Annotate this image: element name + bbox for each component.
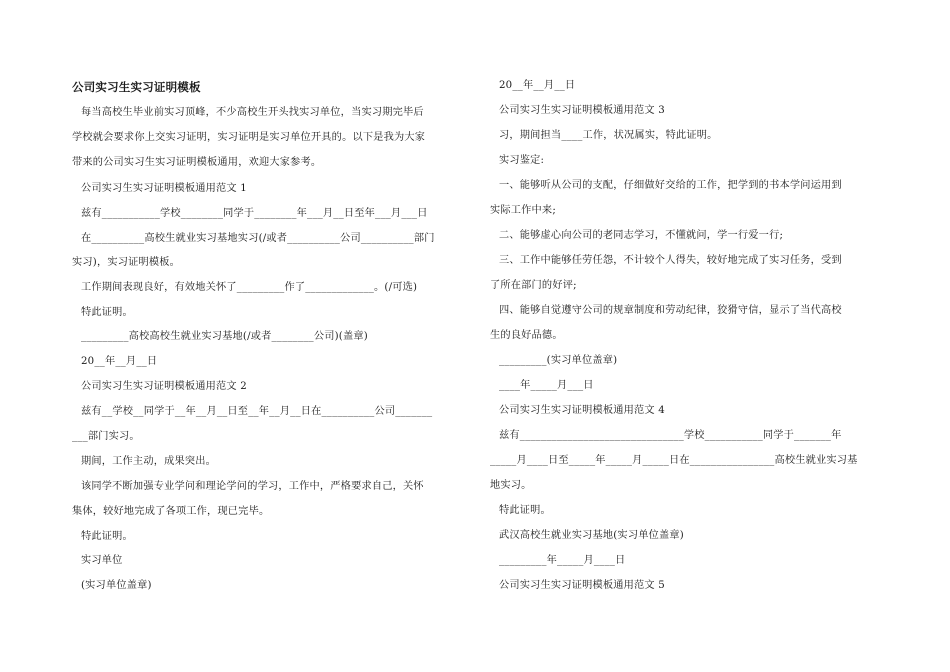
paragraph-line: 四、能够自觉遵守公司的规章制度和劳动纪律，狡猾守信，显示了当代高校	[499, 305, 842, 316]
date-line: 20__年__月__日	[499, 80, 576, 91]
paragraph-line: 实习鉴定:	[499, 155, 545, 166]
paragraph-line: 在__________高校生就业实习基地实习(/或者__________公司__________部门	[81, 233, 435, 244]
signature-line: _________(实习单位盖章)	[499, 355, 618, 366]
paragraph-line: 学校就会要求你上交实习证明，实习证明是实习单位开具的。以下是我为大家	[72, 132, 426, 143]
section-heading: 公司实习生实习证明模板通用范文 1	[81, 183, 247, 194]
signature-line: 武汉高校生就业实习基地(实习单位盖章)	[499, 530, 684, 541]
paragraph-line: 特此证明。	[81, 531, 133, 542]
paragraph-line: 特此证明。	[499, 505, 551, 516]
paragraph-line: 兹有__学校__同学于__年__月__日至__年__月__日在__________公司_______	[81, 406, 433, 417]
date-line: 20__年__月__日	[81, 356, 158, 367]
paragraph-line: 每当高校生毕业前实习顶峰，不少高校生开头找实习单位，当实习期完毕后	[81, 107, 424, 118]
section-heading: 公司实习生实习证明模板通用范文 5	[499, 580, 665, 591]
paragraph-line: 生的良好品德。	[490, 330, 563, 341]
paragraph-line: 期间，工作主动，成果突出。	[81, 456, 217, 467]
date-line: ____年_____月___日	[499, 380, 594, 391]
paragraph-line: 工作期间表现良好，有效地关怀了_________作了_____________。(/可选)	[81, 282, 418, 293]
paragraph-line: 兹有___________学校________同学于________年___月__日至年___月___日	[81, 208, 428, 219]
document-title: 公司实习生实习证明模板	[72, 80, 201, 94]
paragraph-line: 特此证明。	[81, 307, 133, 318]
paragraph-line: 该同学不断加强专业学问和理论学问的学习，工作中，严格要求自己，关怀	[81, 481, 424, 492]
paragraph-line: 三、工作中能够任劳任怨，不计较个人得失，较好地完成了实习任务，受到	[499, 255, 842, 266]
paragraph-line: 带来的公司实习生实习证明模板通用，欢迎大家参考。	[72, 157, 322, 168]
section-heading: 公司实习生实习证明模板通用范文 3	[499, 105, 665, 116]
paragraph-line: _____月____日至_____年_____月_____日在________________高校生就业实习基	[490, 455, 858, 466]
paragraph-line: ___部门实习。	[72, 431, 140, 442]
paragraph-line: 一、能够听从公司的支配，仔细做好交给的工作，把学到的书本学问运用到	[499, 180, 842, 191]
signature-line: _________高校高校生就业实习基地(/或者________公司)(盖章)	[81, 331, 368, 342]
section-heading: 公司实习生实习证明模板通用范文 2	[81, 381, 247, 392]
paragraph-line: 实习)，实习证明模板。	[72, 257, 181, 268]
paragraph-line: 习，期间担当____工作，状况属实，特此证明。	[499, 130, 718, 141]
paragraph-line: 兹有_______________________________学校___________同学于_______年	[499, 430, 842, 441]
paragraph-line: (实习单位盖章)	[81, 580, 152, 591]
paragraph-line: 集体，较好地完成了各项工作，现已完毕。	[72, 506, 270, 517]
date-line: _________年_____月____日	[499, 555, 626, 566]
paragraph-line: 实际工作中来;	[490, 205, 556, 216]
section-heading: 公司实习生实习证明模板通用范文 4	[499, 405, 665, 416]
paragraph-line: 地实习。	[490, 480, 532, 491]
paragraph-line: 实习单位	[81, 555, 123, 566]
paragraph-line: 了所在部门的好评;	[490, 280, 577, 291]
paragraph-line: 二、能够虚心向公司的老同志学习，不懂就问，学一行爱一行;	[499, 230, 784, 241]
